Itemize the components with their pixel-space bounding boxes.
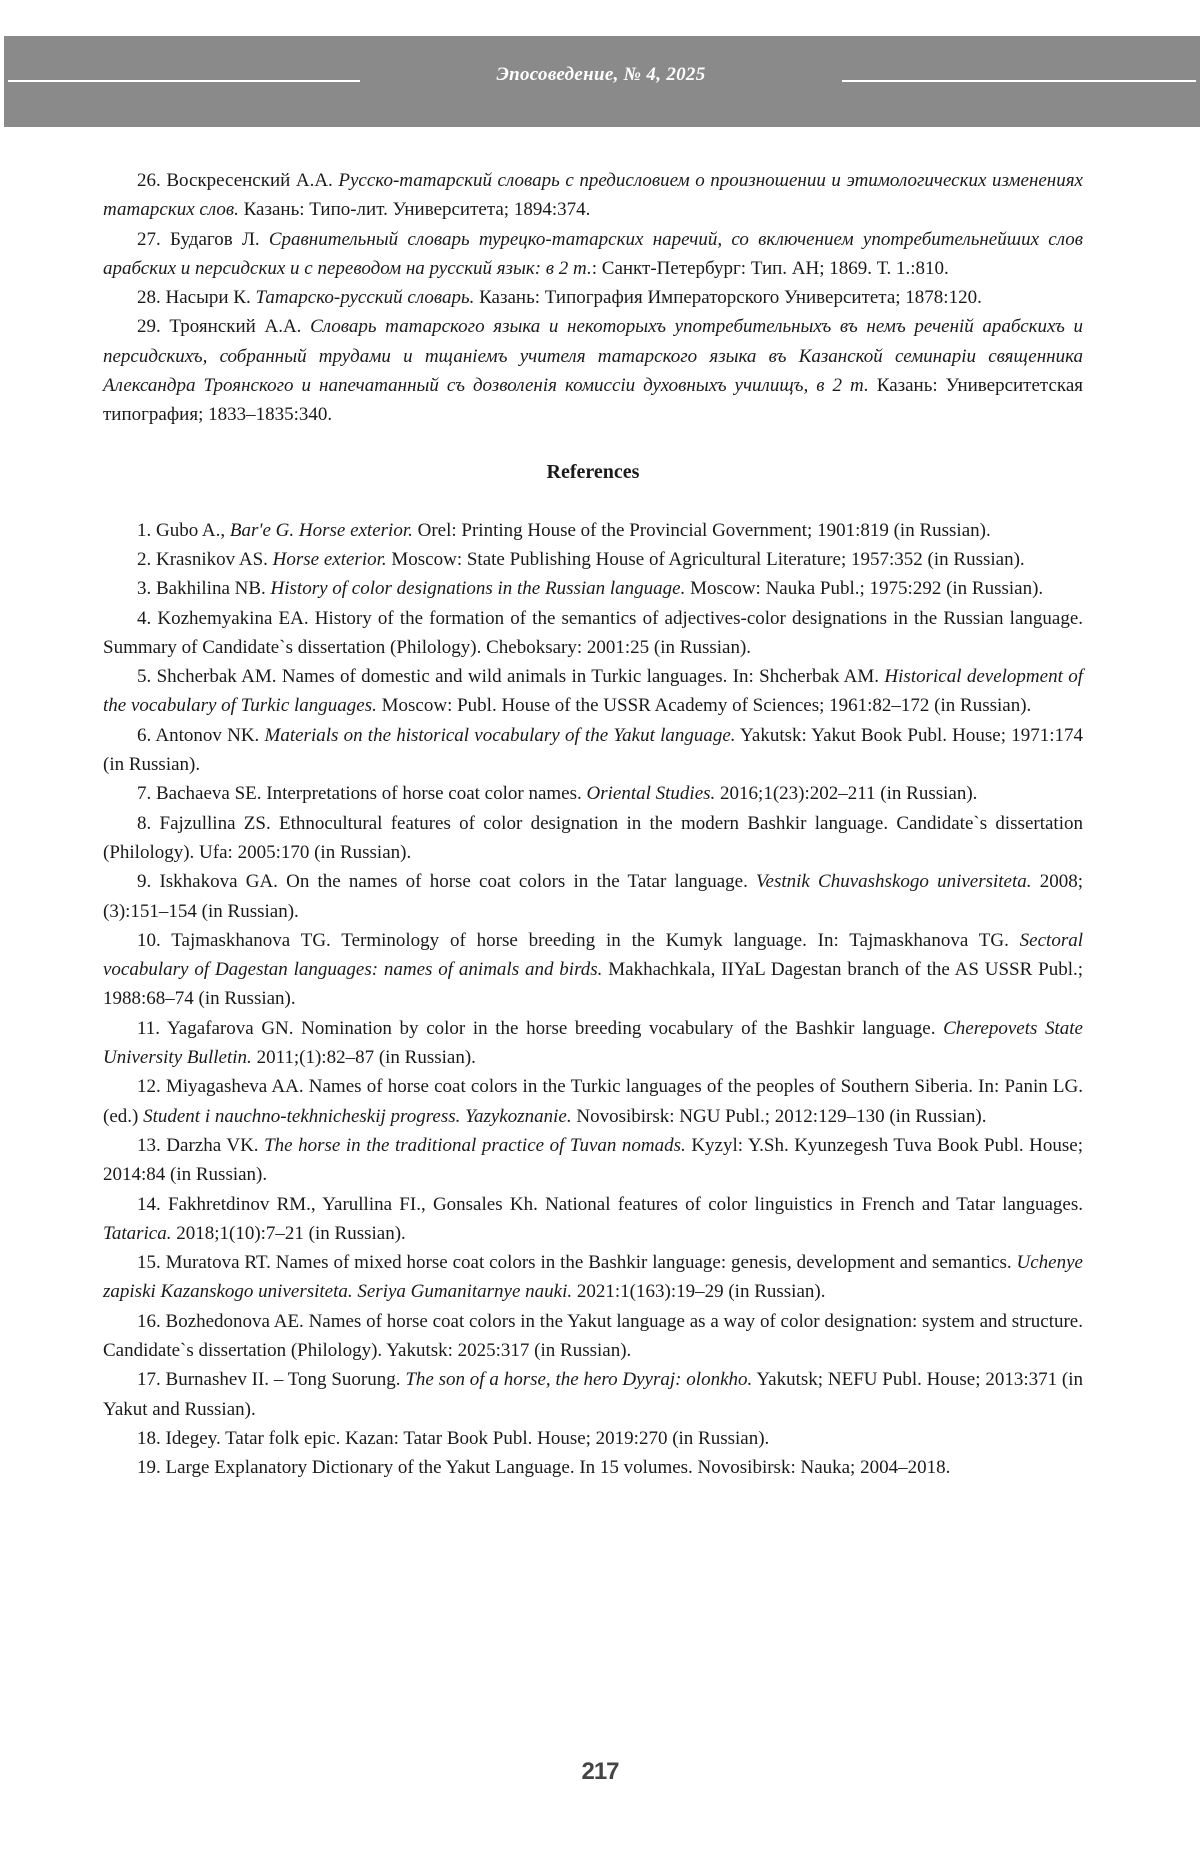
reference-item: 5. Shcherbak AM. Names of domestic and wild animals in Turkic languages. In: Shcherbak AM. Historical development of the vocabulary of Turkic languages. Moscow: Publ. House of the USSR Academy of Sciences; 1961:82–172 (in Russian). — [103, 666, 1083, 717]
reference-item: 11. Yagafarova GN. Nomination by color in the horse breeding vocabulary of the Bashkir language. Cherepovets State University Bulletin. 2011;(1):82–87 (in Russian). — [103, 1017, 1083, 1069]
reference-item-29: 29. Троянский А.А. Словарь татарского языка и некоторыхъ употребительныхъ въ немъ реченiй арабскихъ и персидскихъ, собранный трудами и тщанiемъ учителя татарского языка въ Казанской семинарiи священника Александра Троянского и напечатанный съ дозволенiя комиссiи духовныхъ училищъ, в 2 т. Казань: Университетская типография; 1833–1835:340. — [103, 316, 1084, 426]
reference-item: 3. Bakhilina NB. History of color designations in the Russian language. Moscow: Nauka Publ.; 1975:292 (in Russian). — [137, 578, 1044, 600]
header-rule-left — [8, 80, 360, 82]
reference-item: 10. Tajmaskhanova TG. Terminology of horse breeding in the Kumyk language. In: Tajmaskhanova TG. Sectoral vocabulary of Dagestan languages: names of animals and birds. Makhachkala, IIYaL Dagestan branch of the AS USSR Publ.; 1988:68–74 (in Russian). — [103, 929, 1083, 1010]
header-rule-right — [842, 80, 1196, 82]
reference-item: 17. Burnashev II. – Tong Suorung. The son of a horse, the hero Dyyraj: olonkho. Yakutsk; NEFU Publ. House; 2013:371 (in Yakut and Russian). — [103, 1369, 1084, 1420]
reference-item-27: 27. Будагов Л. Сравнительный словарь турецко-татарских наречий, со включением употребительнейших слов арабских и персидских и с переводом на русский язык: в 2 т.: Санкт-Петербург: Тип. АН; 1869. Т. 1.:810. — [103, 228, 1083, 279]
reference-item: 2. Krasnikov AS. Horse exterior. Moscow: State Publishing House of Agricultural Literature; 1957:352 (in Russian). — [137, 548, 1025, 570]
reference-item: 9. Iskhakova GA. On the names of horse coat colors in the Tatar language. Vestnik Chuvashskogo universiteta. 2008;(3):151–154 (in Russian). — [103, 871, 1084, 922]
journal-title: Эпосоведение, № 4, 2025 — [496, 64, 706, 85]
references-heading: References — [546, 460, 640, 483]
reference-item: 18. Idegey. Tatar folk epic. Kazan: Tatar Book Publ. House; 2019:270 (in Russian). — [137, 1427, 770, 1449]
page-number: 217 — [581, 1758, 619, 1785]
reference-item: 15. Muratova RT. Names of mixed horse coat colors in the Bashkir language: genesis, development and semantics. Uchenye zapiski Kazanskogo universiteta. Seriya Gumanitarnye nauki. 2021:1(163):19–29 (in Russian). — [103, 1252, 1083, 1303]
reference-item: 19. Large Explanatory Dictionary of the Yakut Language. In 15 volumes. Novosibirsk: Nauka; 2004–2018. — [137, 1457, 951, 1479]
reference-item: 7. Bachaeva SE. Interpretations of horse coat color names. Oriental Studies. 2016;1(23):202–211 (in Russian). — [137, 783, 978, 805]
cyrillic-reference-list — [103, 166, 1083, 430]
references-list — [103, 516, 1083, 1483]
reference-item: 4. Kozhemyakina EA. History of the formation of the semantics of adjectives-color designations in the Russian language. Summary of Candidate`s dissertation (Philology). Cheboksary: 2001:25 (in Russian). — [103, 607, 1083, 658]
reference-item-28: 28. Насыри К. Татарско-русский словарь. Казань: Типография Императорского Университета; 1878:120. — [137, 287, 982, 309]
reference-item: 1. Gubo A., Bar'e G. Horse exterior. Orel: Printing House of the Provincial Government; 1901:819 (in Russian). — [137, 519, 991, 541]
reference-item: 8. Fajzullina ZS. Ethnocultural features of color designation in the modern Bashkir language. Candidate`s dissertation (Philology). Ufa: 2005:170 (in Russian). — [103, 812, 1083, 863]
reference-item: 6. Antonov NK. Materials on the historical vocabulary of the Yakut language. Yakutsk: Yakut Book Publ. House; 1971:174 (in Russian). — [103, 724, 1083, 776]
reference-item: 14. Fakhretdinov RM., Yarullina FI., Gonsales Kh. National features of color linguistics in French and Tatar languages. Tatarica. 2018;1(10):7–21 (in Russian). — [103, 1193, 1083, 1244]
reference-item: 13. Darzha VK. The horse in the traditional practice of Tuvan nomads. Kyzyl: Y.Sh. Kyunzegesh Tuva Book Publ. House; 2014:84 (in Russian). — [103, 1134, 1083, 1186]
reference-item: 12. Miyagasheva AA. Names of horse coat colors in the Turkic languages of the peoples of Southern Siberia. In: Panin LG. (ed.) Student i nauchno-tekhnicheskij progress. Yazykoznanie. Novosibirsk: NGU Publ.; 2012:129–130 (in Russian). — [103, 1076, 1083, 1127]
reference-item: 16. Bozhedonova AE. Names of horse coat colors in the Yakut language as a way of color designation: system and structure. Candidate`s dissertation (Philology). Yakutsk: 2025:317 (in Russian). — [103, 1310, 1083, 1361]
reference-item-26: 26. Воскресенский А.А. Русско-татарский словарь с предисловием о произношении и этимологических изменениях татарских слов. Казань: Типо-лит. Университета; 1894:374. — [103, 170, 1083, 221]
page-content — [103, 166, 1083, 1482]
